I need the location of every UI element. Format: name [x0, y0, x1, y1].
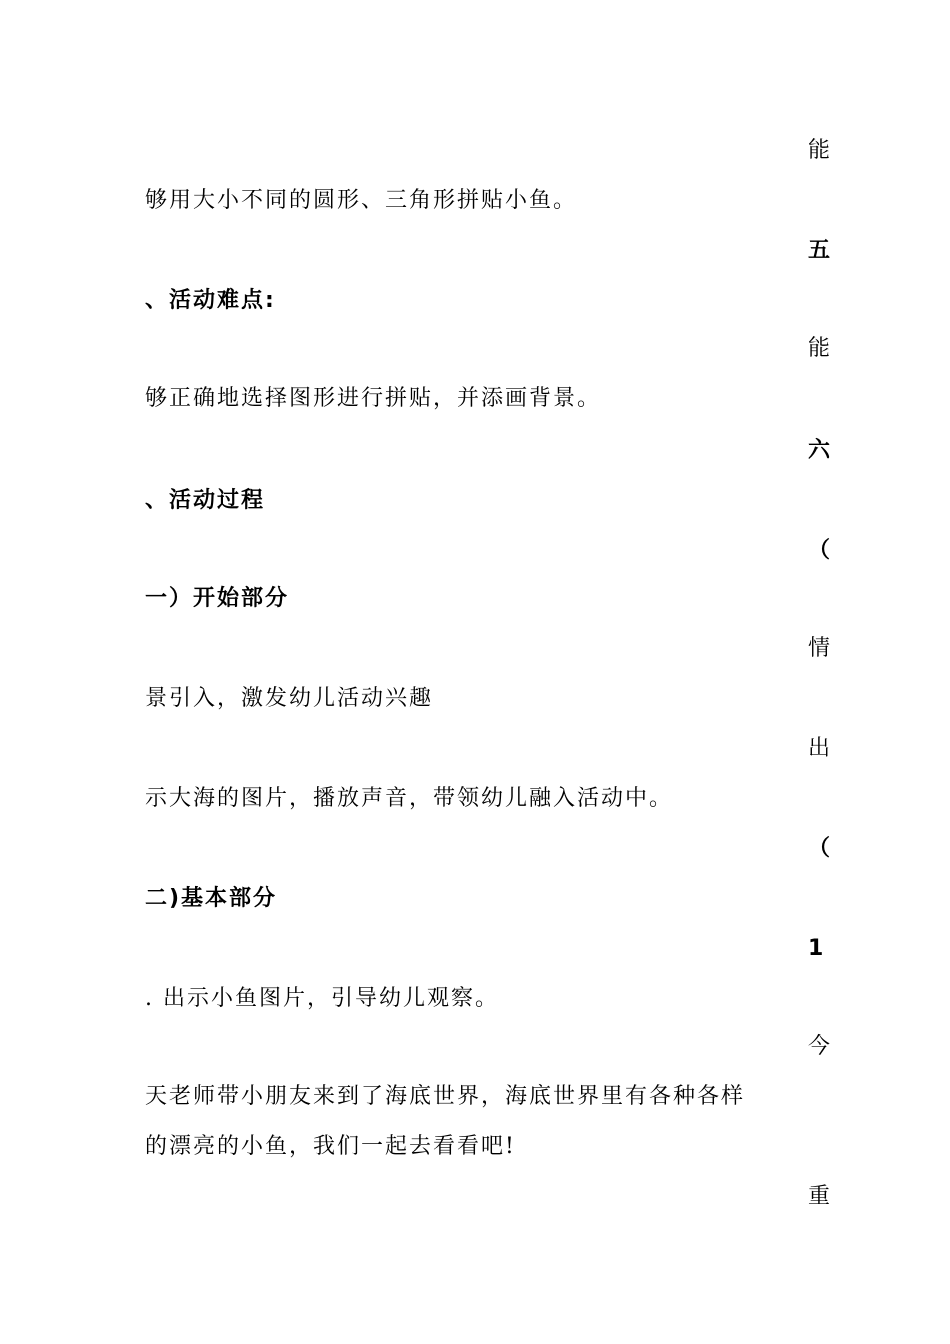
right-char: 五 — [808, 238, 833, 263]
text-line: 天老师带小朋友来到了海底世界，海底世界里有各种各样 — [145, 1084, 746, 1109]
right-char: 能 — [808, 138, 833, 163]
right-char: 重 — [808, 1184, 833, 1209]
section-heading: 、活动难点: — [145, 288, 276, 313]
right-char: 出 — [808, 736, 833, 761]
right-char: 今 — [808, 1034, 833, 1059]
section-heading: 一）开始部分 — [145, 586, 290, 611]
text-line: 够用大小不同的圆形、三角形拼贴小鱼。 — [145, 188, 578, 213]
right-char: 情 — [808, 636, 833, 661]
right-char: （ — [808, 836, 833, 861]
text-line: 够正确地选择图形进行拼贴，并添画背景。 — [145, 386, 602, 411]
right-char: （ — [808, 538, 833, 563]
text-line: . 出示小鱼图片，引导幼儿观察。 — [145, 986, 499, 1011]
right-char: 1 — [808, 936, 826, 961]
right-char: 六 — [808, 438, 833, 463]
text-line: 的漂亮的小鱼，我们一起去看看吧! — [145, 1134, 516, 1159]
section-heading: 二)基本部分 — [145, 886, 278, 911]
right-char: 能 — [808, 336, 833, 361]
text-line: 示大海的图片，播放声音，带领幼儿融入活动中。 — [145, 786, 674, 811]
section-heading: 、活动过程 — [145, 488, 266, 513]
text-line: 景引入，激发幼儿活动兴趣 — [145, 686, 434, 711]
